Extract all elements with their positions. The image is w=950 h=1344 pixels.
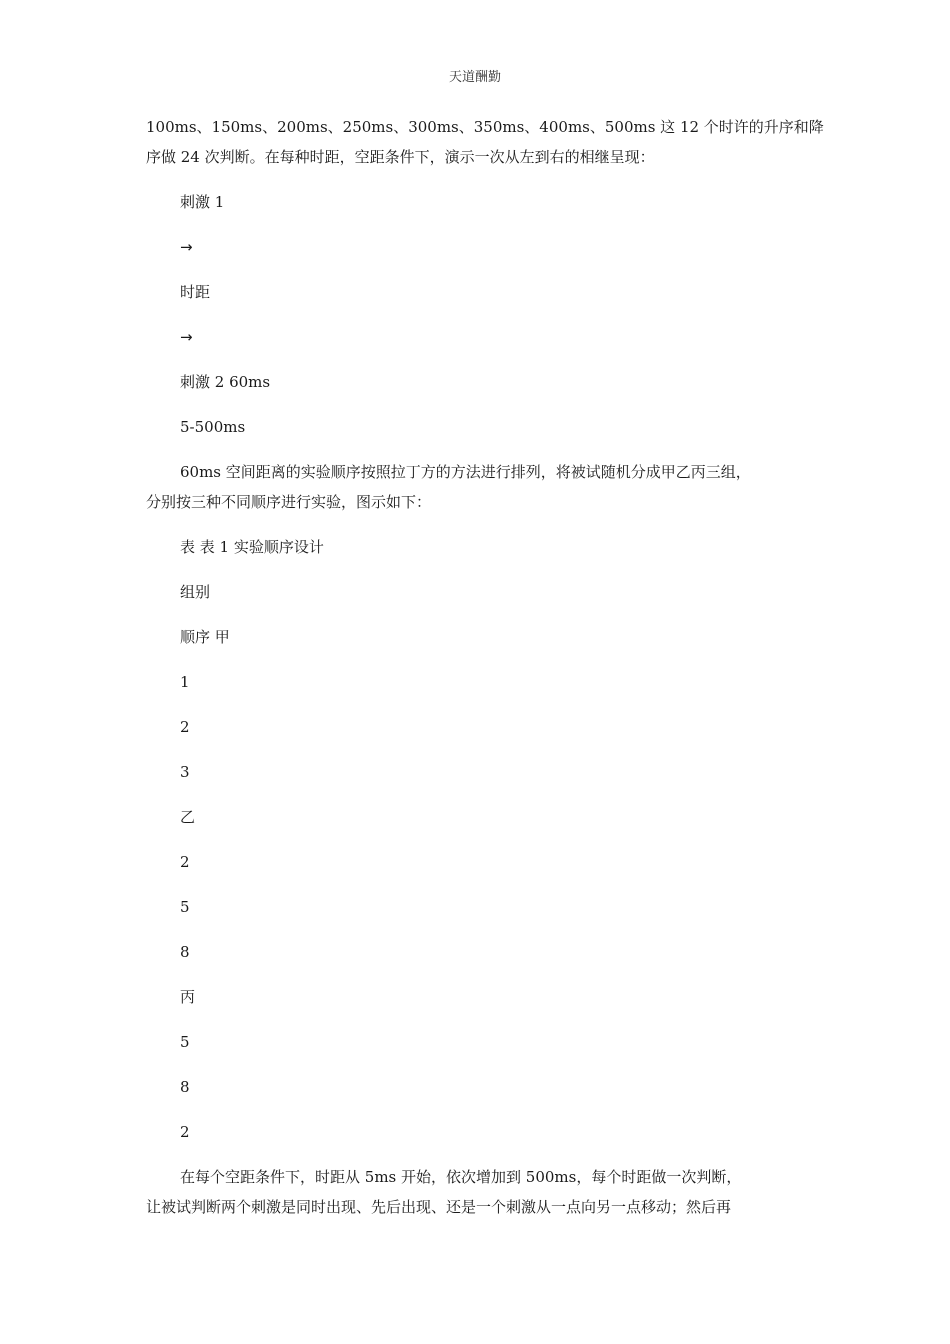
table-cell-jia-3: 3 bbox=[180, 763, 190, 781]
table-cell-bing-3: 2 bbox=[180, 1123, 190, 1141]
sequence-stimulus-1: 刺激 1 bbox=[180, 193, 225, 211]
table-caption: 表 表 1 实验顺序设计 bbox=[180, 538, 324, 556]
table-cell-jia-1: 1 bbox=[180, 673, 190, 691]
paragraph-2-line-1: 60ms 空间距离的实验顺序按照拉丁方的方法进行排列，将被试随机分成甲乙丙三组， bbox=[180, 463, 751, 481]
sequence-interval: 时距 bbox=[180, 283, 211, 301]
table-cell-yi-1: 2 bbox=[180, 853, 190, 871]
page-header: 天道酬勤 bbox=[448, 70, 501, 85]
paragraph-3-line-2: 让被试判断两个刺激是同时出现、先后出现、还是一个刺激从一点向另一点移动；然后再 bbox=[146, 1198, 732, 1216]
table-cell-jia-2: 2 bbox=[180, 718, 190, 736]
table-header-group: 组别 bbox=[180, 583, 211, 601]
sequence-arrow-2: → bbox=[180, 328, 193, 346]
sequence-stimulus-2: 刺激 2 60ms bbox=[180, 373, 271, 391]
table-header-order: 顺序 甲 bbox=[180, 628, 230, 646]
paragraph-1-line-2: 序做 24 次判断。在每种时距，空距条件下，演示一次从左到右的相继呈现： bbox=[146, 148, 655, 166]
table-cell-yi-3: 8 bbox=[180, 943, 190, 961]
table-cell-yi-2: 5 bbox=[180, 898, 190, 916]
sequence-arrow-1: → bbox=[180, 238, 193, 256]
table-cell-bing-1: 5 bbox=[180, 1033, 190, 1051]
table-cell-bing-2: 8 bbox=[180, 1078, 190, 1096]
paragraph-3-line-1: 在每个空距条件下，时距从 5ms 开始，依次增加到 500ms，每个时距做一次判断， bbox=[180, 1168, 742, 1186]
paragraph-2-line-2: 分别按三种不同顺序进行实验，图示如下： bbox=[146, 493, 432, 511]
table-group-yi: 乙 bbox=[180, 808, 196, 826]
table-group-bing: 丙 bbox=[180, 988, 196, 1006]
sequence-range: 5-500ms bbox=[180, 418, 246, 436]
paragraph-1-line-1: 100ms、150ms、200ms、250ms、300ms、350ms、400ms、500ms 这 12 个时许的升序和降 bbox=[146, 118, 824, 136]
